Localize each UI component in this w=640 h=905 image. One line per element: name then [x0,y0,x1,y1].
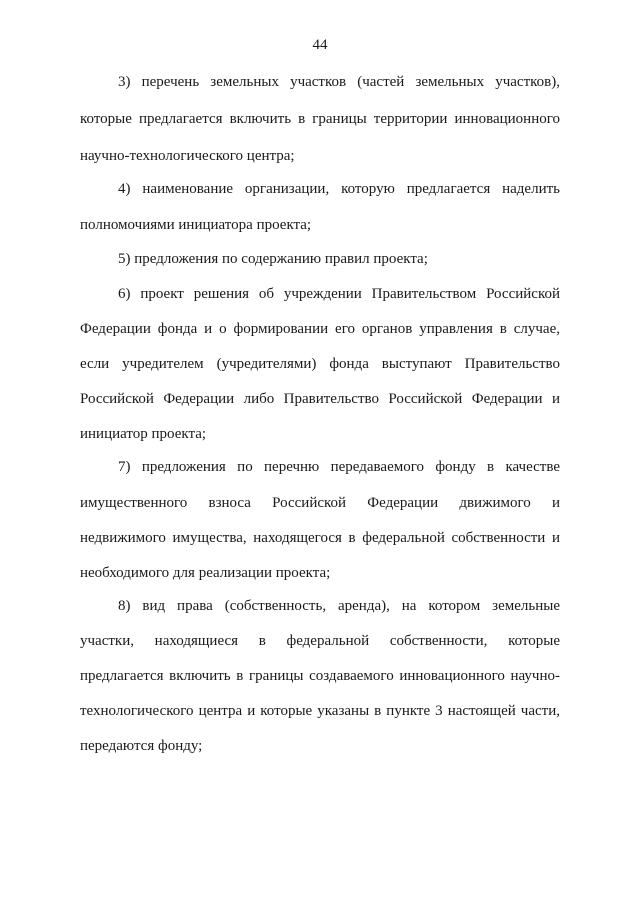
paragraph-line: инициатор проекта; [80,426,207,442]
paragraph-line: участки, находящиеся в федеральной собственности, которые [80,633,560,649]
paragraph-line: 8) вид права (собственность, аренда), на котором земельные [118,598,560,614]
paragraph-line: недвижимого имущества, находящегося в федеральной собственности и [80,530,560,546]
paragraph-line: научно-технологического центра; [80,148,295,164]
paragraph-line: необходимого для реализации проекта; [80,565,331,581]
paragraph-line: 3) перечень земельных участков (частей земельных участков), [118,74,560,90]
paragraph-line: имущественного взноса Российской Федерации движимого и [80,495,560,511]
paragraph-line: передаются фонду; [80,738,203,754]
paragraph-line: технологического центра и которые указаны в пункте 3 настоящей части, [80,703,560,719]
paragraph-line: Российской Федерации либо Правительство Российской Федерации и [80,391,560,407]
page-number: 44 [312,37,328,53]
paragraph-line: 7) предложения по перечню передаваемого фонду в качестве [118,459,560,475]
paragraph-line: Федерации фонда и о формировании его органов управления в случае, [80,321,560,337]
paragraph-line: 6) проект решения об учреждении Правительством Российской [118,286,560,302]
paragraph-line: которые предлагается включить в границы территории инновационного [80,111,560,127]
paragraph-line: полномочиями инициатора проекта; [80,217,312,233]
paragraph-line: предлагается включить в границы создаваемого инновационного научно- [80,668,560,684]
paragraph-line: 4) наименование организации, которую предлагается наделить [118,181,560,197]
paragraph-line: если учредителем (учредителями) фонда выступают Правительство [80,356,560,372]
paragraph-line: 5) предложения по содержанию правил проекта; [118,251,428,267]
